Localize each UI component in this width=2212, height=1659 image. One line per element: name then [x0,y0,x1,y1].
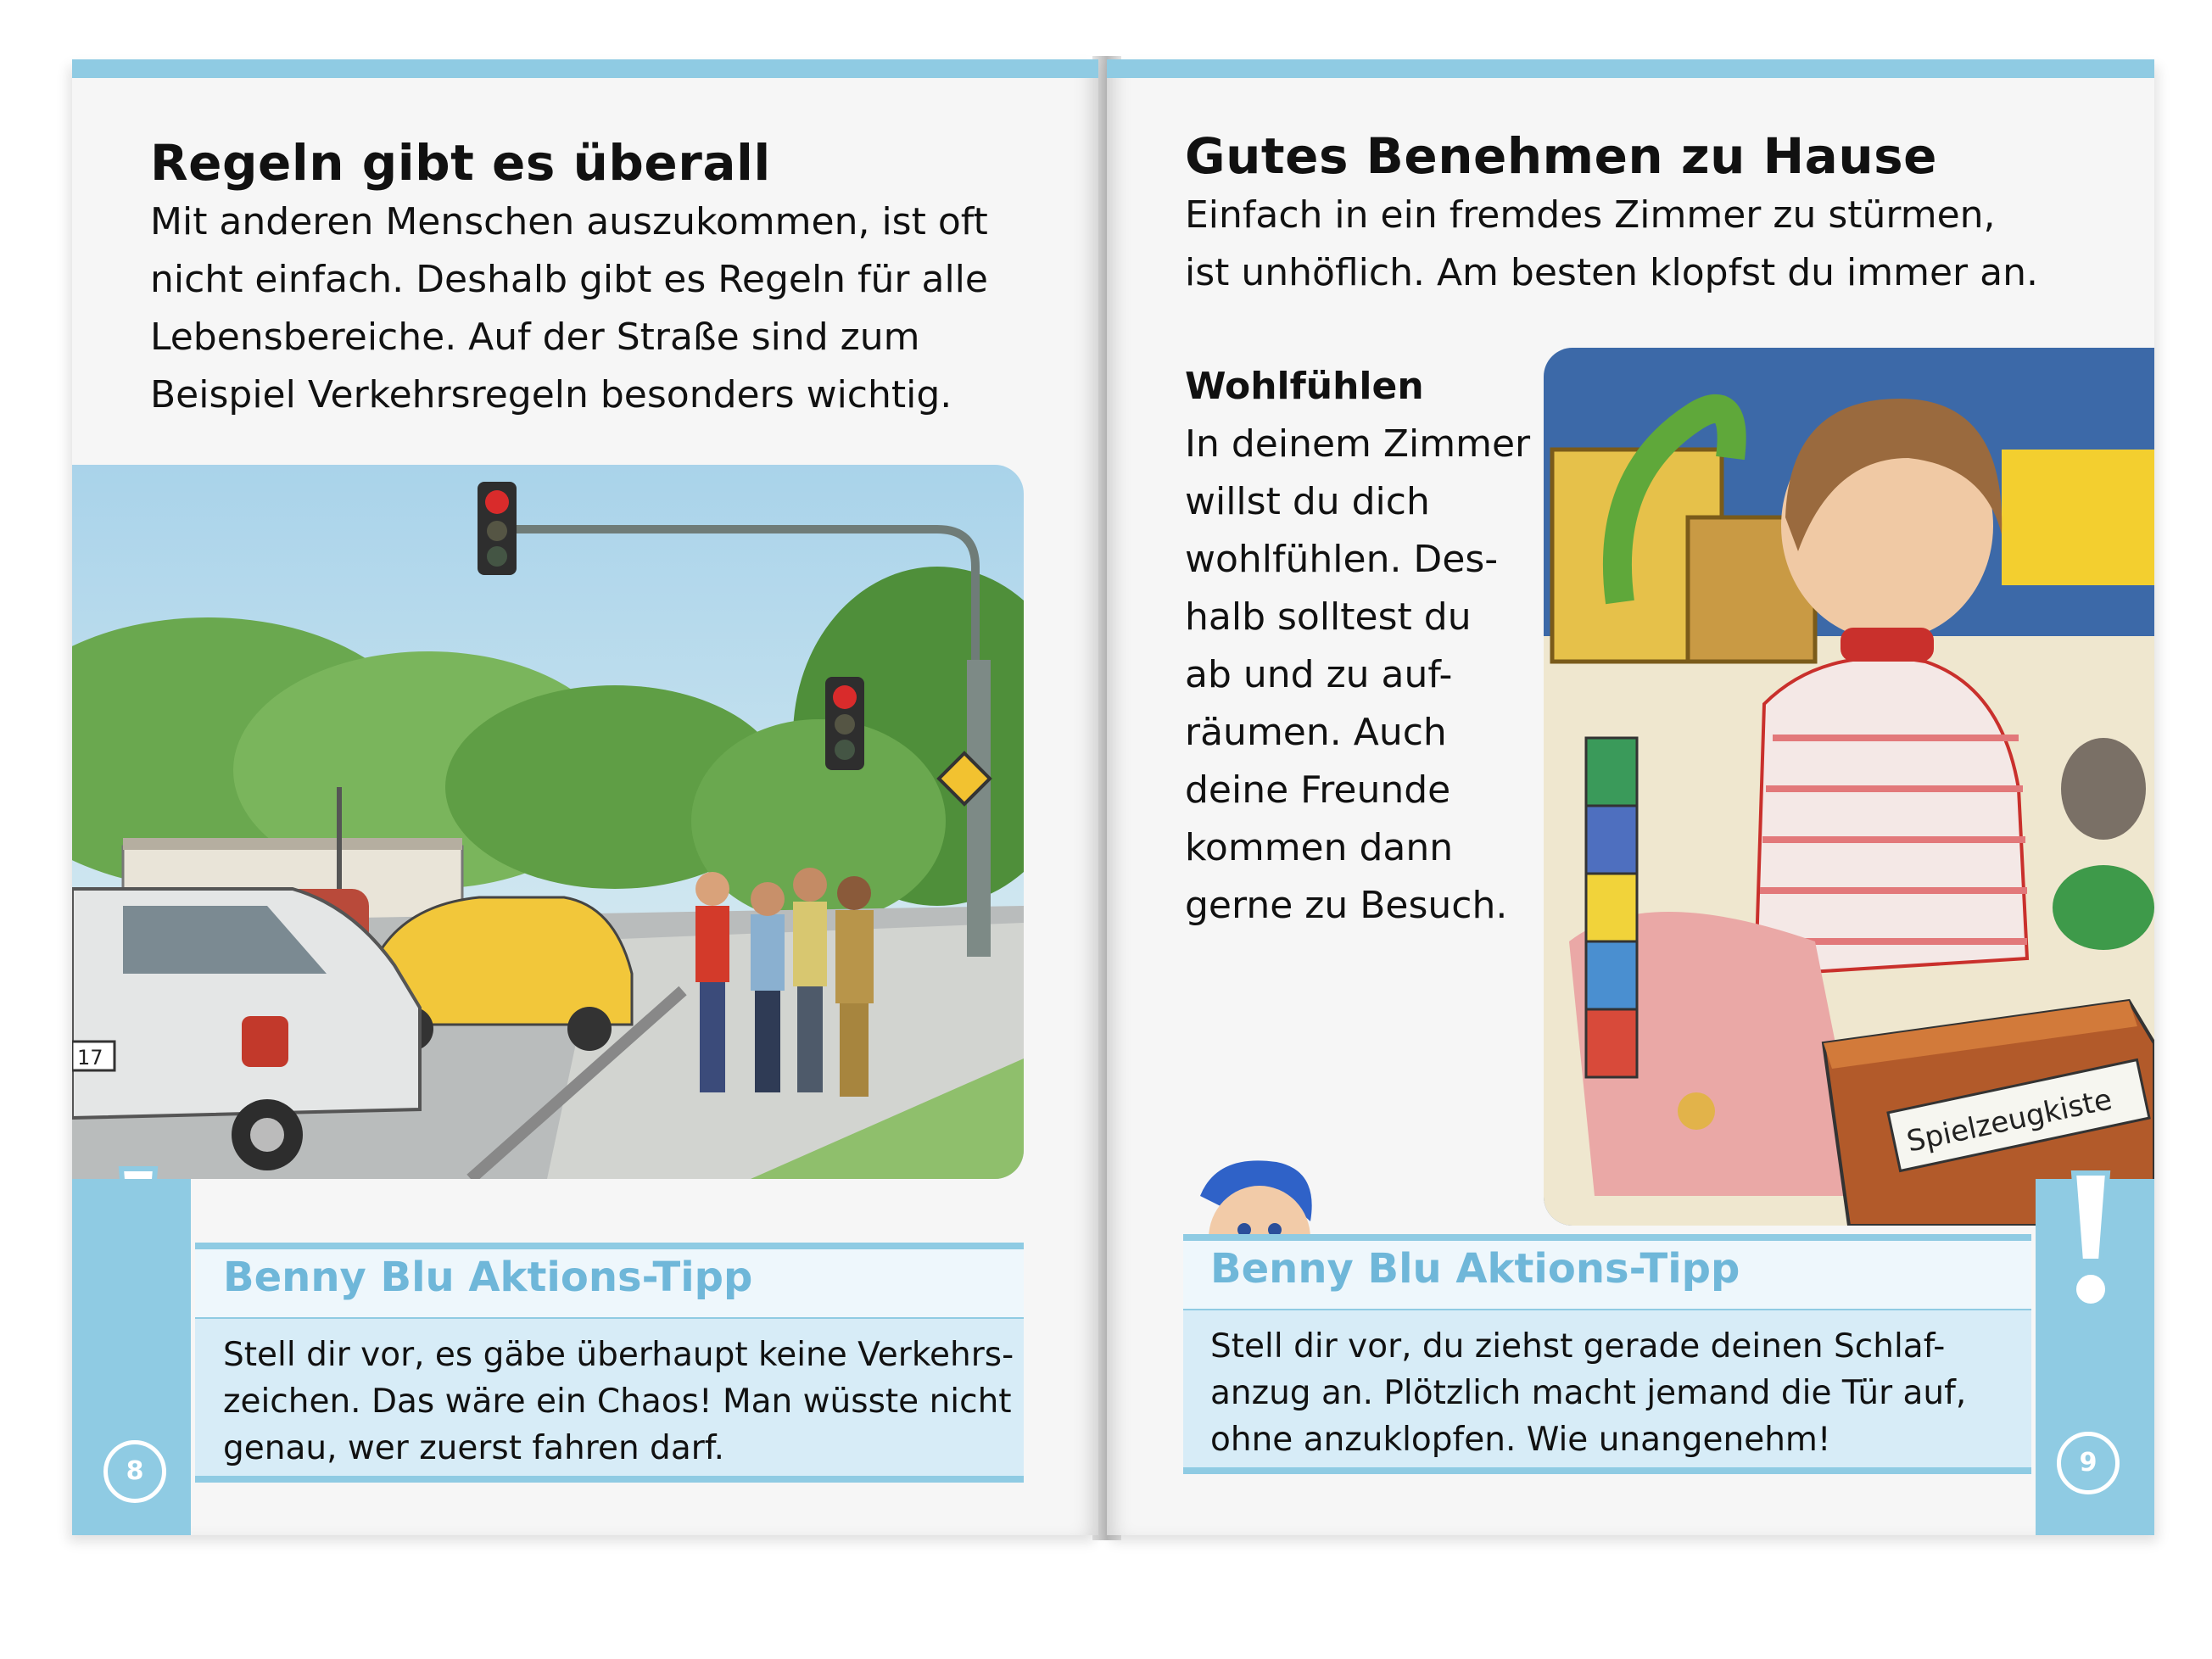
traffic-scene-image [72,465,1024,1179]
column-text [1185,416,1530,935]
column-line: ab und zu auf- [1185,653,1453,696]
top-bar [1107,59,2154,78]
column-line: In deinem Zimmer [1185,422,1531,466]
tip-line: ohne anzuklopfen. Wie unangenehm! [1210,1421,1831,1459]
column-line: gerne zu Besuch. [1185,884,1508,927]
tip-title: Benny Blu Aktions-Tipp [223,1254,753,1301]
intro-line: ist unhöflich. Am besten klopfst du immer an. [1185,251,2038,294]
right-intro-text [1185,187,2038,302]
column-line: räumen. Auch [1185,711,1447,754]
left-page [72,59,1098,1535]
column-line: kommen dann [1185,826,1454,869]
right-heading: Gutes Benehmen zu Hause [1185,127,1937,185]
body-line: Mit anderen Menschen auszukommen, ist oft [150,200,988,243]
child-room-image [1544,348,2154,1226]
tip-line: Stell dir vor, du ziehst gerade deinen Schlaf- [1210,1327,1946,1366]
tip-line: zeichen. Das wäre ein Chaos! Man wüsste nicht [223,1382,1012,1421]
page-number: 9 [2057,1432,2120,1494]
page-number: 8 [103,1440,166,1503]
top-bar [72,59,1098,78]
tip-text [1210,1323,1966,1463]
body-line: Lebensbereiche. Auf der Straße sind zum [150,316,920,359]
license-plate-text: 17 [77,1046,103,1070]
column-line: deine Freunde [1185,768,1451,812]
tip-text [223,1332,1014,1472]
body-line: nicht einfach. Deshalb gibt es Regeln für alle [150,258,988,301]
exclamation-icon [2065,1166,2116,1314]
left-body-text [150,193,988,424]
tip-line: anzug an. Plötzlich macht jemand die Tür auf, [1210,1374,1967,1412]
traffic-illustration [72,465,1024,1179]
subheading: Wohlfühlen [1185,365,1424,408]
body-line: Beispiel Verkehrsregeln besonders wichtig. [150,373,952,416]
intro-line: Einfach in ein fremdes Zimmer zu stürmen, [1185,193,1996,237]
tip-line: genau, wer zuerst fahren darf. [223,1429,725,1467]
tip-line: Stell dir vor, es gäbe überhaupt keine Verkehrs- [223,1336,1014,1374]
tip-title: Benny Blu Aktions-Tipp [1210,1245,1740,1293]
left-heading: Regeln gibt es überall [150,134,771,192]
column-line: willst du dich [1185,480,1430,523]
toy-box-label: Spielzeugkiste [1903,1082,2115,1159]
column-line: wohlfühlen. Des- [1185,538,1499,581]
column-line: halb solltest du [1185,595,1472,639]
right-page [1107,59,2154,1535]
child-room-illustration [1544,348,2154,1226]
